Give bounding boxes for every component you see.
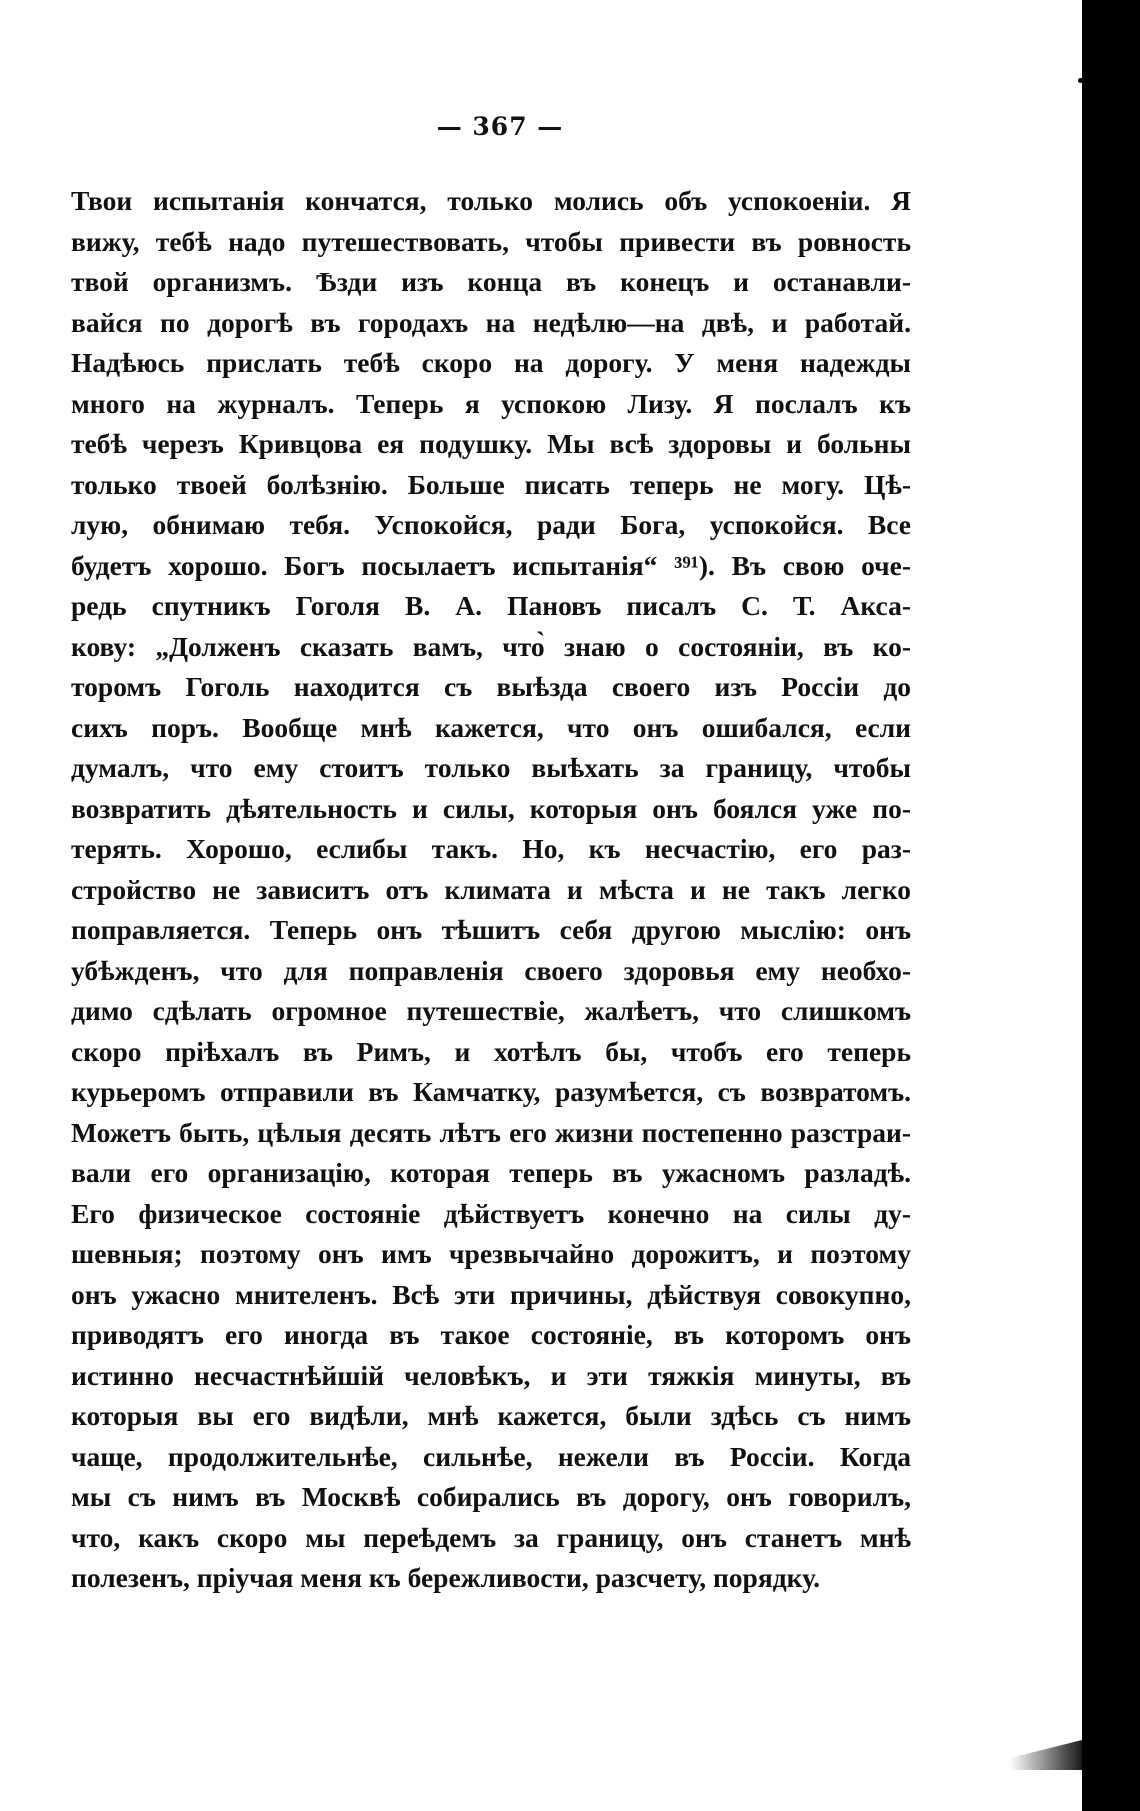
text-line: кову: „Долженъ сказать вамъ, что̀ знаю о состояніи, въ ко- — [71, 630, 911, 662]
text-line: вижу, тебѣ надо путешествовать, чтобы привести въ ровность — [71, 225, 911, 257]
text-line: Твои испытанія кончатся, только молись объ успокоеніи. Я — [71, 185, 911, 216]
text-line: мы съ нимъ въ Москвѣ собирались въ дорогу, онъ говорилъ, — [71, 1481, 911, 1512]
text-line: курьеромъ отправили въ Камчатку, разумѣется, съ возвратомъ. — [71, 1076, 911, 1107]
page-number: — 367 — — [436, 112, 564, 141]
text-line: что, какъ скоро мы переѣдемъ за границу, онъ станетъ мнѣ — [71, 1521, 911, 1553]
text-line: терять. Хорошо, еслибы такъ. Но, къ несчастію, его раз- — [71, 833, 911, 864]
text-line: тебѣ черезъ Кривцова ея подушку. Мы всѣ здоровы и больны — [71, 428, 911, 459]
text-line: полезенъ, пріучая меня къ бережливости, разсчету, порядку. — [71, 1562, 820, 1593]
text-line: редь спутникъ Гоголя В. А. Пановъ писалъ С. Т. Акса- — [71, 590, 911, 621]
text-line: возвратить дѣятельность и силы, которыя онъ боялся уже по- — [71, 792, 911, 824]
text-line: истинно несчастнѣйшій человѣкъ, и эти тяжкія минуты, въ — [71, 1359, 911, 1391]
text-line: приводятъ его иногда въ такое состояніе, въ которомъ онъ — [71, 1319, 911, 1350]
text-line: твой организмъ. Ѣзди изъ конца въ конецъ и останавли- — [71, 266, 911, 297]
text-line: Его физическое состояніе дѣйствуетъ конечно на силы ду- — [71, 1197, 911, 1229]
text-line: стройство не зависитъ отъ климата и мѣста и не такъ легко — [71, 873, 911, 905]
text-line: лую, обнимаю тебя. Успокойся, ради Бога, успокойся. Все — [71, 509, 911, 540]
text-line: сихъ поръ. Вообще мнѣ кажется, что онъ ошибался, если — [71, 711, 911, 743]
text-line: чаще, продолжительнѣе, сильнѣе, нежели въ Россіи. Когда — [71, 1440, 911, 1472]
text-line: Можетъ быть, цѣлыя десять лѣтъ его жизни постепенно разстраи- — [71, 1116, 911, 1148]
text-line: поправляется. Теперь онъ тѣшитъ себя другою мыслію: онъ — [71, 914, 911, 945]
text-line: торомъ Гоголь находится съ выѣзда своего изъ Россіи до — [71, 671, 911, 702]
text-line: вайся по дорогѣ въ городахъ на недѣлю—на двѣ, и работай. — [71, 306, 911, 338]
text-line: много на журналъ. Теперь я успокою Лизу. Я послалъ къ — [71, 387, 911, 419]
text-line: димо сдѣлать огромное путешествіе, жалѣетъ, что слишкомъ — [71, 995, 911, 1026]
scan-speck — [1078, 78, 1083, 83]
scan-edge-shadow — [1082, 0, 1140, 1811]
text-line: скоро пріѣхалъ въ Римъ, и хотѣлъ бы, чтобъ его теперь — [71, 1035, 911, 1067]
text-line: шевныя; поэтому онъ имъ чрезвычайно дорожитъ, и поэтому — [71, 1238, 911, 1269]
text-line: вали его организацію, которая теперь въ ужасномъ разладѣ. — [71, 1157, 911, 1188]
body-text — [71, 181, 911, 1599]
text-line: Надѣюсь прислать тебѣ скоро на дорогу. У меня надежды — [71, 347, 911, 378]
text-line: только твоей болѣзнію. Больше писать теперь не могу. Цѣ- — [71, 468, 911, 500]
scan-edge-tail — [1010, 1740, 1082, 1770]
text-line: которыя вы его видѣли, мнѣ кажется, были здѣсь съ нимъ — [71, 1400, 911, 1431]
text-line: онъ ужасно мнителенъ. Всѣ эти причины, дѣйствуя совокупно, — [71, 1278, 911, 1310]
text-line: будетъ хорошо. Богъ посылаетъ испытанія“ ³⁹¹). Въ свою оче- — [71, 549, 911, 581]
text-line: убѣжденъ, что для поправленія своего здоровья ему необхо- — [71, 954, 911, 986]
text-line: думалъ, что ему стоитъ только выѣхать за границу, чтобы — [71, 752, 911, 783]
